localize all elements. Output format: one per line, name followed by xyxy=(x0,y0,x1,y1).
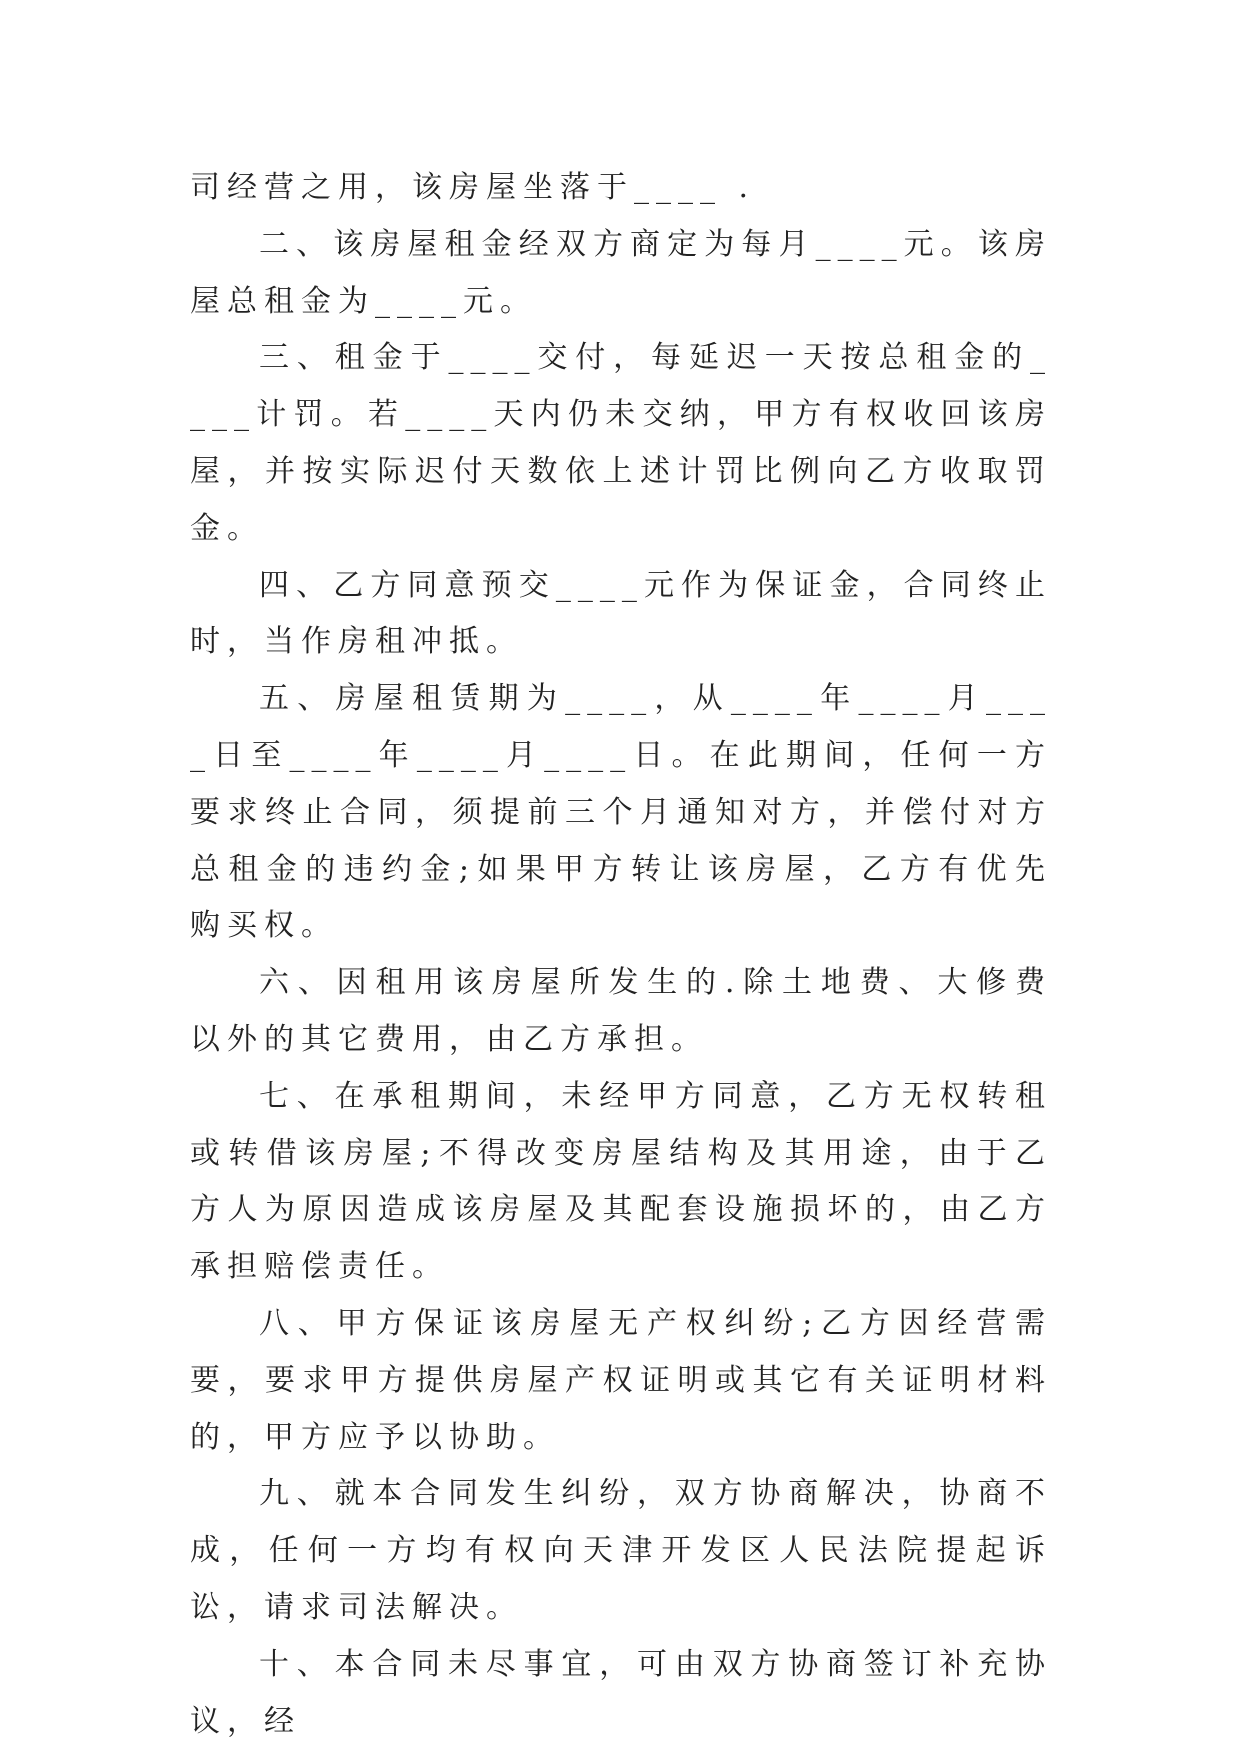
paragraph-clause-9: 九、就本合同发生纠纷，双方协商解决，协商不成，任何一方均有权向天津开发区人民法院提起诉讼，请求司法解决。 xyxy=(190,1476,1052,1625)
paragraph-clause-4: 四、乙方同意预交____元作为保证金，合同终止时，当作房租冲抵。 xyxy=(190,567,1052,660)
paragraph-clause-10: 十、本合同未尽事宜，可由双方协商签订补充协议，经 xyxy=(190,1646,1052,1739)
paragraph-clause-6: 六、因租用该房屋所发生的.除土地费、大修费以外的其它费用，由乙方承担。 xyxy=(190,965,1052,1057)
paragraph-clause-8: 八、甲方保证该房屋无产权纠纷;乙方因经营需要，要求甲方提供房屋产权证明或其它有关证明材料的，甲方应予以协助。 xyxy=(190,1305,1052,1455)
document-body xyxy=(190,160,1052,1750)
paragraph-clause-7: 七、在承租期间，未经甲方同意，乙方无权转租或转借该房屋;不得改变房屋结构及其用途，由于乙方人为原因造成该房屋及其配套设施损坏的，由乙方承担赔偿责任。 xyxy=(190,1078,1052,1285)
paragraph-continuation: 司经营之用，该房屋坐落于____ . xyxy=(190,170,756,205)
paragraph-clause-3: 三、租金于____交付，每延迟一天按总租金的____计罚。若____天内仍未交纳，甲方有权收回该房屋，并按实际迟付天数依上述计罚比例向乙方收取罚金。 xyxy=(190,340,1052,546)
paragraph-clause-5: 五、房屋租赁期为____，从____年____月____日至____年____月____日。在此期间，任何一方要求终止合同，须提前三个月通知对方，并偿付对方总租金的违约金;如果甲方转让该房屋，乙方有优先购买权。 xyxy=(190,681,1052,944)
paragraph-clause-2: 二、该房屋租金经双方商定为每月____元。该房屋总租金为____元。 xyxy=(190,226,1052,319)
